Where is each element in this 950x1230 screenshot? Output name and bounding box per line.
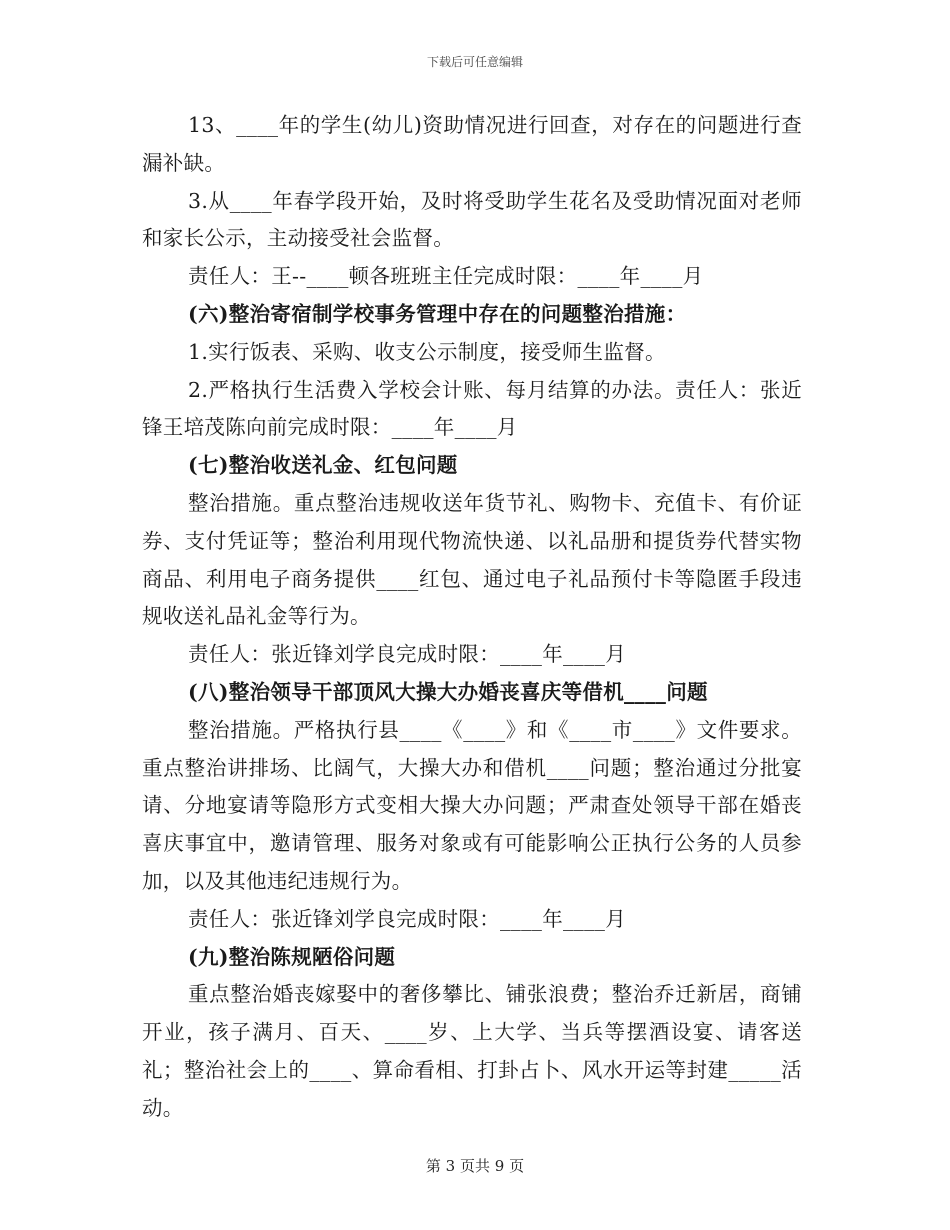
- page-number-footer: 第 3 页共 9 页: [425, 1157, 525, 1175]
- paragraph-measure-1: 1.实行饭表、采购、收支公示制度，接受师生监督。: [188, 339, 666, 364]
- paragraph-responsible-1: 责任人：王--____顿各班班主任完成时限：____年____月: [188, 264, 704, 289]
- paragraph-measures-customs: 重点整治婚丧嫁娶中的奢侈攀比、铺张浪费；整治乔迁新居，商铺开业，孩子满月、百天、____岁、上大学、当兵等摆酒设宴、请客送礼；整治社会上的____、算命看相、打卦占卜、风水开运等封建_____活动。: [142, 982, 802, 1120]
- paragraph-measures-gifts: 整治措施。重点整治违规收送年货节礼、购物卡、充值卡、有价证券、支付凭证等；整治利用现代物流快递、以礼品册和提货券代替实物商品、利用电子商务提供____红包、通过电子礼品预付卡等隐匿手段违规收送礼品礼金等行为。: [142, 490, 802, 629]
- section-heading-7: (七)整治收送礼金、红包问题: [188, 453, 458, 478]
- paragraph-item-3: 3.从____年春学段开始，及时将受助学生花名及受助情况面对老师和家长公示，主动接受社会监督。: [142, 188, 802, 251]
- page-header-note: 下载后可任意编辑: [426, 55, 523, 69]
- section-heading-6: (六)整治寄宿制学校事务管理中存在的问题整治措施：: [188, 301, 687, 326]
- paragraph-measure-2: 2.严格执行生活费入学校会计账、每月结算的办法。责任人：张近锋王培茂陈向前完成时限：____年____月: [142, 377, 802, 440]
- paragraph-measures-weddings: 整治措施。严格执行县____《____》和《____市____》文件要求。重点整治讲排场、比阔气，大操大办和借机____问题；整治通过分批宴请、分地宴请等隐形方式变相大操大办问题；严肃查处领导干部在婚丧喜庆事宜中，邀请管理、服务对象或有可能影响公正执行公务的人员参加，以及其他违纪违规行为。: [142, 717, 802, 893]
- document-body: [142, 107, 802, 1128]
- paragraph-item-13: 13、____年的学生(幼儿)资助情况进行回查，对存在的问题进行查漏补缺。: [142, 113, 802, 175]
- paragraph-responsible-2: 责任人：张近锋刘学良完成时限：____年____月: [188, 642, 626, 667]
- paragraph-responsible-3: 责任人：张近锋刘学良完成时限：____年____月: [188, 906, 626, 931]
- section-heading-8: (八)整治领导干部顶风大操大办婚丧喜庆等借机____问题: [188, 679, 708, 704]
- section-heading-9: (九)整治陈规陋俗问题: [188, 944, 396, 969]
